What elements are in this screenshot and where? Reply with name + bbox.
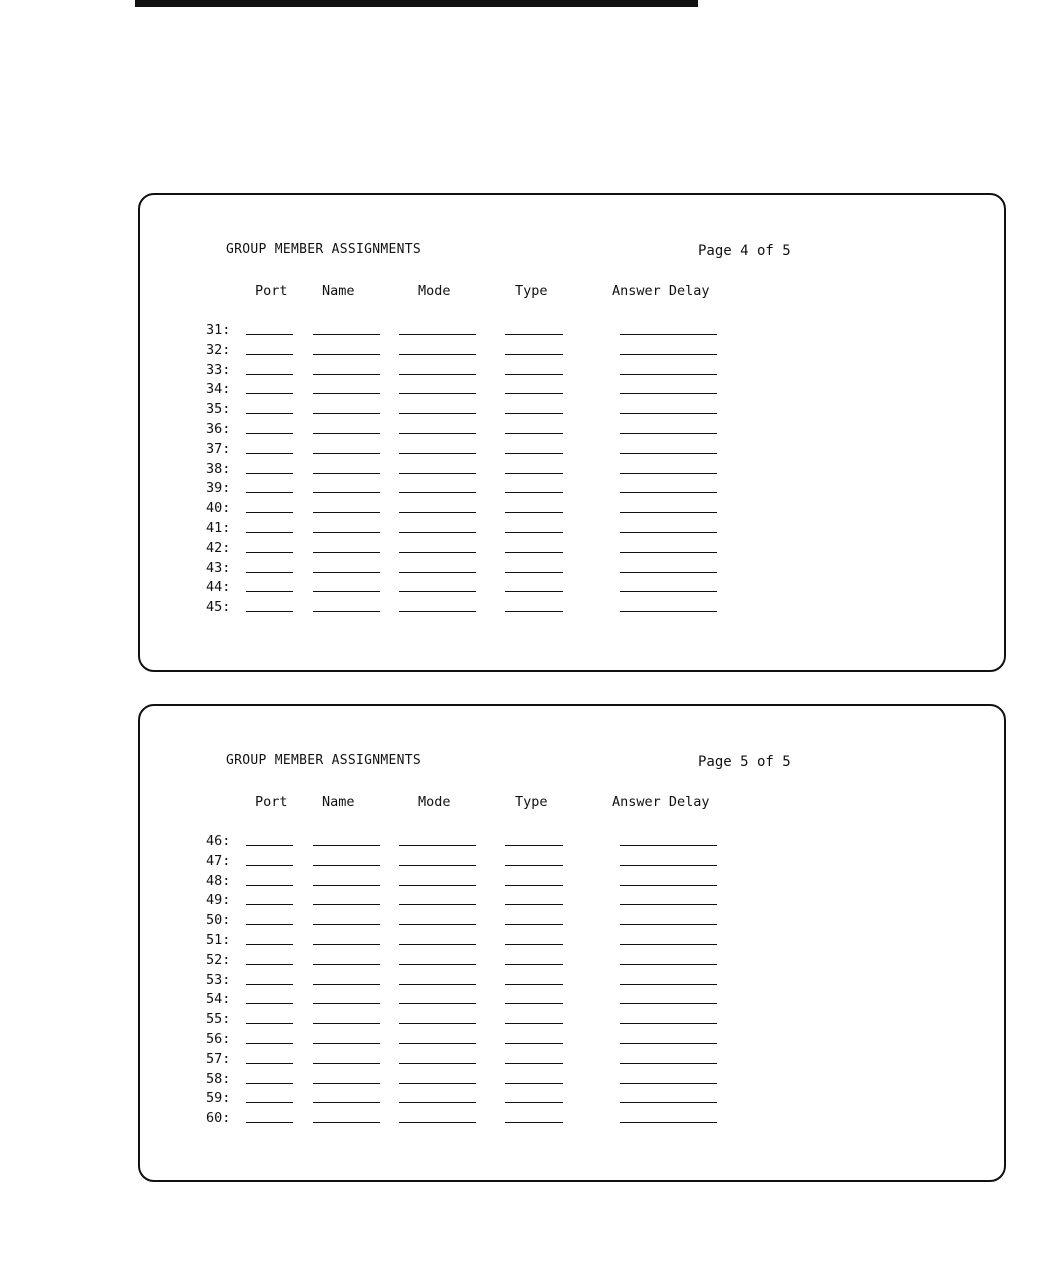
column-header-mode: Mode [418,794,451,810]
type-field[interactable] [505,393,563,394]
column-header-name: Name [322,794,355,810]
row-number: 42: [206,539,231,556]
row-number: 40: [206,500,231,517]
row-number: 50: [206,912,231,929]
answer-delay-field[interactable] [620,1023,717,1024]
column-header-type: Type [515,283,548,299]
name-field[interactable] [313,354,380,355]
row-number: 33: [206,361,231,378]
row-number: 52: [206,951,231,968]
name-field[interactable] [313,512,380,513]
port-field[interactable] [246,924,293,925]
name-field[interactable] [313,924,380,925]
port-field[interactable] [246,611,293,612]
name-field[interactable] [313,1122,380,1123]
port-field[interactable] [246,512,293,513]
port-field[interactable] [246,964,293,965]
answer-delay-field[interactable] [620,393,717,394]
table-row [140,559,1004,579]
type-field[interactable] [505,924,563,925]
port-field[interactable] [246,984,293,985]
type-field[interactable] [505,433,563,434]
type-field[interactable] [505,473,563,474]
port-field[interactable] [246,865,293,866]
answer-delay-field[interactable] [620,591,717,592]
table-row [140,341,1004,361]
row-number: 48: [206,872,231,889]
table-row [140,891,1004,911]
table-row [140,598,1004,618]
mode-field[interactable] [399,1043,476,1044]
table-row [140,971,1004,991]
member-rows [140,321,1004,618]
name-field[interactable] [313,1003,380,1004]
answer-delay-field[interactable] [620,944,717,945]
port-field[interactable] [246,1043,293,1044]
answer-delay-field[interactable] [620,433,717,434]
answer-delay-field[interactable] [620,1063,717,1064]
type-field[interactable] [505,572,563,573]
port-field[interactable] [246,433,293,434]
type-field[interactable] [505,885,563,886]
table-row [140,832,1004,852]
table-row [140,578,1004,598]
row-number: 36: [206,420,231,437]
mode-field[interactable] [399,393,476,394]
column-header-type: Type [515,794,548,810]
mode-field[interactable] [399,1023,476,1024]
port-field[interactable] [246,334,293,335]
type-field[interactable] [505,611,563,612]
mode-field[interactable] [399,924,476,925]
type-field[interactable] [505,865,563,866]
answer-delay-field[interactable] [620,984,717,985]
table-row [140,380,1004,400]
member-rows [140,832,1004,1129]
name-field[interactable] [313,1063,380,1064]
table-row [140,321,1004,341]
table-row [140,499,1004,519]
top-rule [135,0,698,7]
mode-field[interactable] [399,1003,476,1004]
mode-field[interactable] [399,845,476,846]
table-row [140,440,1004,460]
name-field[interactable] [313,413,380,414]
port-field[interactable] [246,1083,293,1084]
mode-field[interactable] [399,1102,476,1103]
row-number: 34: [206,381,231,398]
table-row [140,872,1004,892]
port-field[interactable] [246,591,293,592]
type-field[interactable] [505,591,563,592]
table-row [140,951,1004,971]
answer-delay-field[interactable] [620,865,717,866]
name-field[interactable] [313,1023,380,1024]
mode-field[interactable] [399,433,476,434]
answer-delay-field[interactable] [620,492,717,493]
mode-field[interactable] [399,964,476,965]
row-number: 43: [206,559,231,576]
mode-field[interactable] [399,904,476,905]
row-number: 32: [206,341,231,358]
port-field[interactable] [246,1102,293,1103]
type-field[interactable] [505,944,563,945]
port-field[interactable] [246,374,293,375]
type-field[interactable] [505,1043,563,1044]
table-row [140,400,1004,420]
port-field[interactable] [246,552,293,553]
name-field[interactable] [313,885,380,886]
row-number: 60: [206,1110,231,1127]
table-row [140,1010,1004,1030]
screen-page-5 [138,704,1006,1182]
name-field[interactable] [313,591,380,592]
port-field[interactable] [246,904,293,905]
mode-field[interactable] [399,532,476,533]
screen-page-4 [138,193,1006,672]
answer-delay-field[interactable] [620,924,717,925]
port-field[interactable] [246,453,293,454]
answer-delay-field[interactable] [620,904,717,905]
table-row [140,519,1004,539]
mode-field[interactable] [399,865,476,866]
answer-delay-field[interactable] [620,374,717,375]
row-number: 47: [206,852,231,869]
answer-delay-field[interactable] [620,1043,717,1044]
column-header-answer-delay: Answer Delay [612,283,710,299]
table-row [140,460,1004,480]
type-field[interactable] [505,1063,563,1064]
type-field[interactable] [505,354,563,355]
mode-field[interactable] [399,492,476,493]
screen-title: GROUP MEMBER ASSIGNMENTS [226,242,422,257]
type-field[interactable] [505,1023,563,1024]
column-header-port: Port [255,794,288,810]
answer-delay-field[interactable] [620,964,717,965]
mode-field[interactable] [399,1063,476,1064]
name-field[interactable] [313,393,380,394]
name-field[interactable] [313,374,380,375]
name-field[interactable] [313,492,380,493]
row-number: 35: [206,401,231,418]
column-header-mode: Mode [418,283,451,299]
mode-field[interactable] [399,374,476,375]
name-field[interactable] [313,964,380,965]
type-field[interactable] [505,374,563,375]
port-field[interactable] [246,1122,293,1123]
mode-field[interactable] [399,885,476,886]
name-field[interactable] [313,572,380,573]
column-header-port: Port [255,283,288,299]
port-field[interactable] [246,413,293,414]
port-field[interactable] [246,473,293,474]
port-field[interactable] [246,393,293,394]
page-indicator: Page 4 of 5 [698,243,791,259]
name-field[interactable] [313,473,380,474]
name-field[interactable] [313,433,380,434]
table-row [140,479,1004,499]
answer-delay-field[interactable] [620,473,717,474]
mode-field[interactable] [399,984,476,985]
screen-title: GROUP MEMBER ASSIGNMENTS [226,753,422,768]
column-header-answer-delay: Answer Delay [612,794,710,810]
row-number: 49: [206,892,231,909]
answer-delay-field[interactable] [620,611,717,612]
name-field[interactable] [313,453,380,454]
answer-delay-field[interactable] [620,1102,717,1103]
table-row [140,420,1004,440]
name-field[interactable] [313,611,380,612]
mode-field[interactable] [399,591,476,592]
port-field[interactable] [246,845,293,846]
answer-delay-field[interactable] [620,413,717,414]
row-number: 55: [206,1011,231,1028]
table-row [140,1109,1004,1129]
mode-field[interactable] [399,354,476,355]
name-field[interactable] [313,845,380,846]
row-number: 56: [206,1030,231,1047]
answer-delay-field[interactable] [620,885,717,886]
row-number: 46: [206,833,231,849]
type-field[interactable] [505,1102,563,1103]
answer-delay-field[interactable] [620,453,717,454]
answer-delay-field[interactable] [620,354,717,355]
column-header-name: Name [322,283,355,299]
table-row [140,1070,1004,1090]
table-row [140,1050,1004,1070]
name-field[interactable] [313,865,380,866]
row-number: 44: [206,579,231,596]
port-field[interactable] [246,354,293,355]
mode-field[interactable] [399,473,476,474]
answer-delay-field[interactable] [620,1003,717,1004]
port-field[interactable] [246,944,293,945]
row-number: 41: [206,519,231,536]
mode-field[interactable] [399,572,476,573]
type-field[interactable] [505,1083,563,1084]
mode-field[interactable] [399,413,476,414]
type-field[interactable] [505,453,563,454]
name-field[interactable] [313,984,380,985]
row-number: 58: [206,1070,231,1087]
name-field[interactable] [313,1043,380,1044]
answer-delay-field[interactable] [620,1122,717,1123]
type-field[interactable] [505,492,563,493]
port-field[interactable] [246,885,293,886]
row-number: 45: [206,599,231,616]
table-row [140,852,1004,872]
answer-delay-field[interactable] [620,552,717,553]
row-number: 57: [206,1050,231,1067]
table-row [140,931,1004,951]
name-field[interactable] [313,944,380,945]
row-number: 54: [206,991,231,1008]
type-field[interactable] [505,964,563,965]
row-number: 59: [206,1090,231,1107]
type-field[interactable] [505,552,563,553]
answer-delay-field[interactable] [620,532,717,533]
answer-delay-field[interactable] [620,572,717,573]
port-field[interactable] [246,1003,293,1004]
answer-delay-field[interactable] [620,334,717,335]
mode-field[interactable] [399,334,476,335]
name-field[interactable] [313,1102,380,1103]
mode-field[interactable] [399,944,476,945]
row-number: 53: [206,971,231,988]
port-field[interactable] [246,1063,293,1064]
mode-field[interactable] [399,611,476,612]
type-field[interactable] [505,1122,563,1123]
type-field[interactable] [505,1003,563,1004]
port-field[interactable] [246,492,293,493]
name-field[interactable] [313,904,380,905]
port-field[interactable] [246,572,293,573]
row-number: 31: [206,322,231,338]
type-field[interactable] [505,413,563,414]
answer-delay-field[interactable] [620,845,717,846]
table-row [140,990,1004,1010]
mode-field[interactable] [399,512,476,513]
name-field[interactable] [313,334,380,335]
page-indicator: Page 5 of 5 [698,754,791,770]
table-row [140,1089,1004,1109]
row-number: 37: [206,440,231,457]
row-number: 38: [206,460,231,477]
name-field[interactable] [313,1083,380,1084]
type-field[interactable] [505,334,563,335]
row-number: 51: [206,931,231,948]
port-field[interactable] [246,532,293,533]
type-field[interactable] [505,845,563,846]
type-field[interactable] [505,904,563,905]
type-field[interactable] [505,512,563,513]
mode-field[interactable] [399,453,476,454]
type-field[interactable] [505,984,563,985]
table-row [140,1030,1004,1050]
mode-field[interactable] [399,552,476,553]
answer-delay-field[interactable] [620,1083,717,1084]
mode-field[interactable] [399,1083,476,1084]
name-field[interactable] [313,532,380,533]
type-field[interactable] [505,532,563,533]
table-row [140,539,1004,559]
table-row [140,361,1004,381]
port-field[interactable] [246,1023,293,1024]
name-field[interactable] [313,552,380,553]
mode-field[interactable] [399,1122,476,1123]
table-row [140,911,1004,931]
answer-delay-field[interactable] [620,512,717,513]
row-number: 39: [206,480,231,497]
